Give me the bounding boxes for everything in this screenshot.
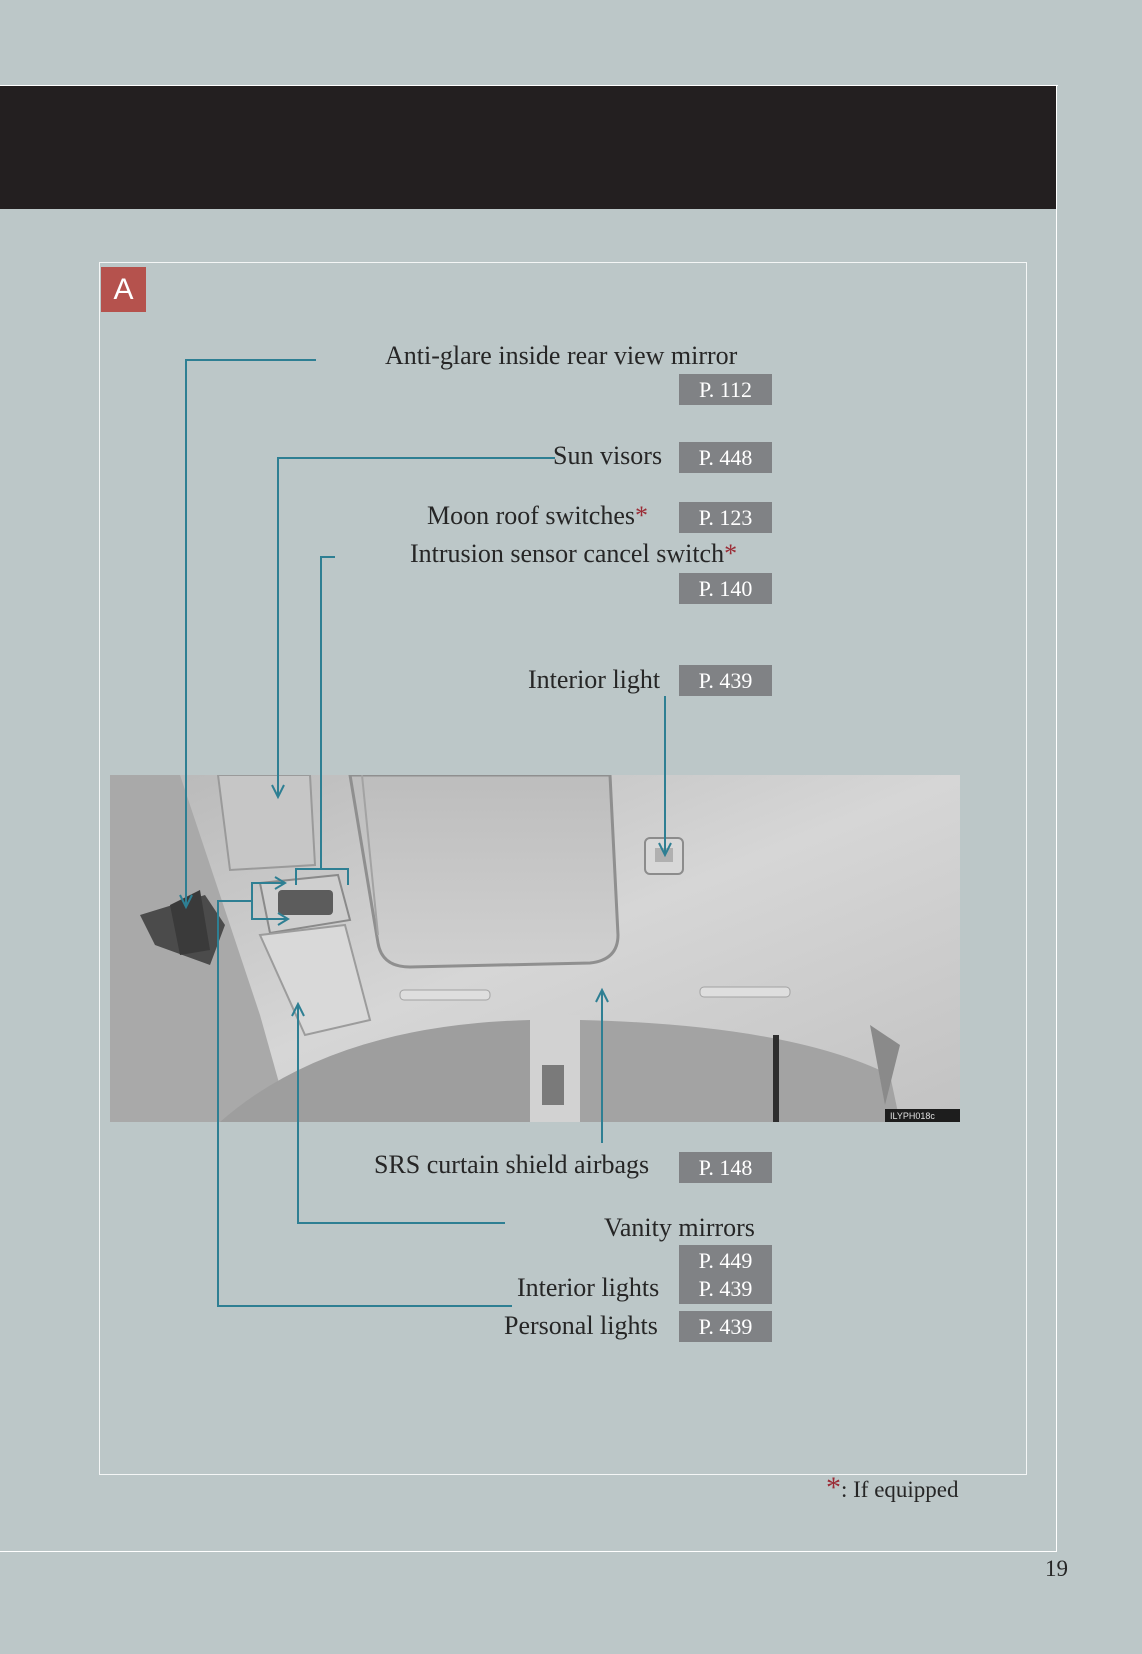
footnote: [826, 1473, 959, 1505]
page-ref-intrusion[interactable]: P. 140: [679, 573, 772, 604]
label-vanity: Vanity mirrors: [604, 1213, 755, 1242]
photo-code: ILYPH018c: [890, 1111, 935, 1121]
page-ref-mirror[interactable]: P. 112: [679, 374, 772, 405]
page-number: 19: [1045, 1556, 1068, 1581]
page-ref-vanity[interactable]: P. 449: [679, 1245, 772, 1276]
label-interior-light: Interior light: [528, 665, 661, 694]
page-ref-interior-lights[interactable]: P. 439: [679, 1273, 772, 1304]
label-intrusion-text: Intrusion sensor cancel switch: [410, 539, 725, 568]
label-srs: SRS curtain shield airbags: [374, 1150, 650, 1179]
footnote-asterisk: *: [826, 1471, 841, 1504]
page-ref-srs[interactable]: P. 148: [679, 1152, 772, 1183]
label-sun-visors: Sun visors: [553, 441, 663, 470]
page-ref-moon-roof[interactable]: P. 123: [679, 502, 772, 533]
ceiling-illustration: [110, 775, 960, 1122]
page-ref-personal-lights[interactable]: P. 439: [679, 1311, 772, 1342]
asterisk-intrusion: *: [724, 539, 738, 568]
page-ref-interior-light[interactable]: P. 439: [679, 665, 772, 696]
page-ref-sun-visors[interactable]: P. 448: [679, 442, 772, 473]
footnote-text: : If equipped: [841, 1477, 959, 1502]
interior-ceiling-photo: [110, 775, 960, 1122]
asterisk-moon-roof: *: [634, 501, 648, 530]
label-moon-roof: [427, 501, 648, 531]
label-personal-lights: Personal lights: [504, 1311, 658, 1340]
label-mirror: Anti-glare inside rear view mirror: [385, 341, 738, 370]
label-intrusion: [410, 539, 737, 569]
label-moon-roof-text: Moon roof switches: [427, 501, 635, 530]
label-interior-lights: Interior lights: [517, 1273, 660, 1302]
section-badge: A: [101, 267, 146, 312]
